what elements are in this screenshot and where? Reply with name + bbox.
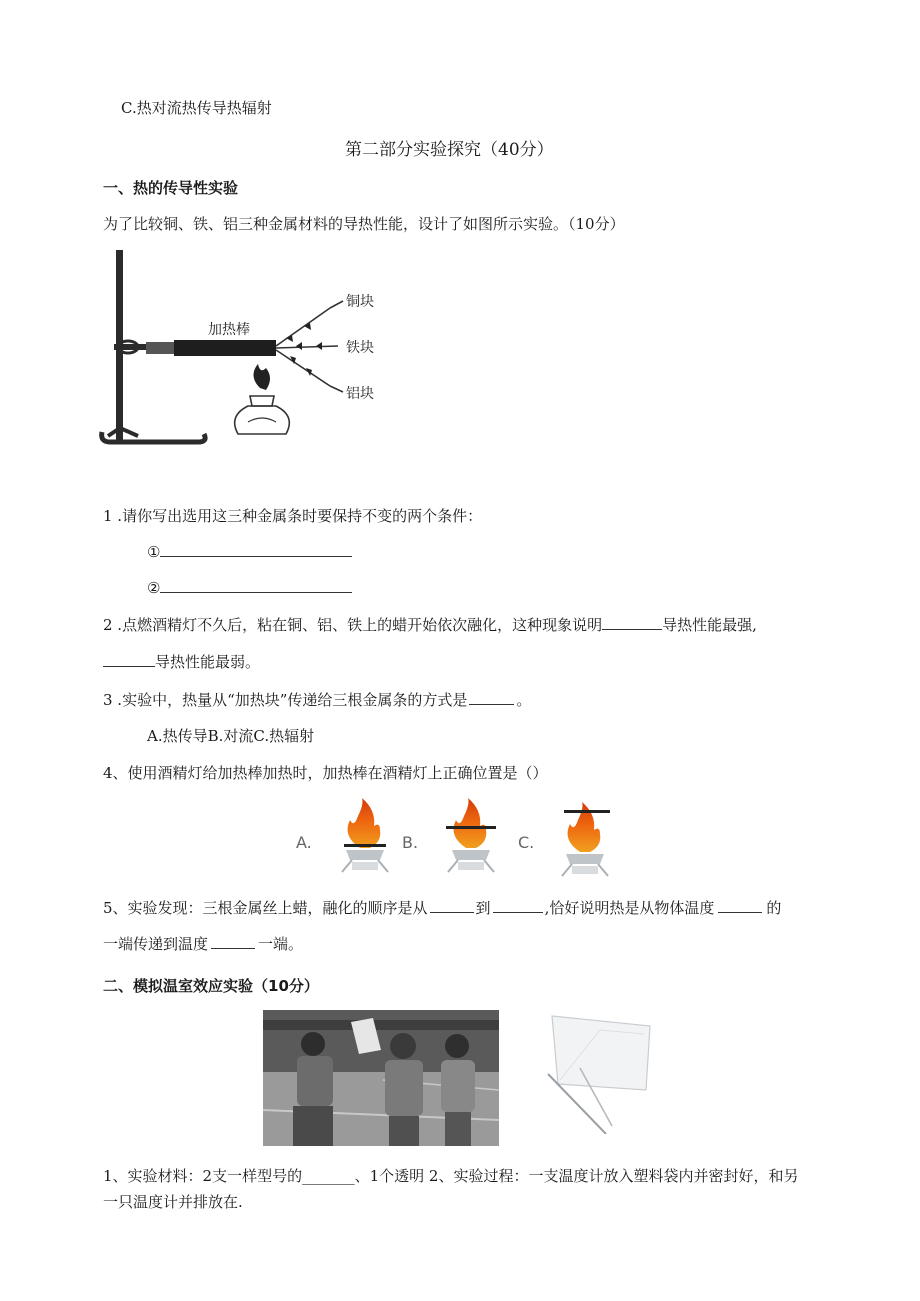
q5-line2 [103, 934, 303, 954]
option-b-label[interactable]: B. [402, 833, 419, 852]
q1-blank1-prefix: ① [147, 543, 161, 561]
q3-text [103, 690, 531, 710]
q1-blank2[interactable] [147, 578, 352, 598]
option-a-label[interactable]: A. [296, 833, 312, 852]
q5-line1 [103, 898, 781, 918]
q2-part1: 2 .点燃酒精灯不久后，粘在铜、铝、铁上的蜡开始依次融化，这种现象说明 [103, 616, 603, 634]
flame-options-figure [290, 796, 630, 886]
plastic-bag-thermometer-image [540, 1010, 660, 1134]
flame-icon [562, 802, 608, 876]
q5-part1: 5、实验发现：三根金属丝上蜡，融化的顺序是从 [103, 899, 428, 917]
q5-blank2[interactable] [493, 898, 543, 913]
q2-blank1[interactable] [602, 615, 662, 630]
q5-blank1[interactable] [430, 898, 474, 913]
q5-part2: 到 [475, 899, 491, 917]
q3-part1: 3 .实验中，热量从“加热块”传递给三根金属条的方式是 [103, 691, 468, 709]
section2-heading: 二、模拟温室效应实验（10分） [103, 977, 319, 995]
flame-icon [342, 798, 388, 872]
flame-icon [448, 798, 494, 872]
s2-q1-line2: 一只温度计并排放在. [103, 1193, 243, 1211]
option-c-label[interactable]: C. [518, 833, 535, 852]
answer-line [160, 578, 352, 593]
s2-q1-line1: 1、实验材料：2支一样型号的_______、1个透明 2、实验过程：一支温度计放入塑料袋内并密封好，和另 [103, 1167, 799, 1185]
q5-line2-part2: 一端。 [258, 935, 304, 953]
q2-line1 [103, 615, 757, 635]
q5-part3: ,恰好说明热是从物体温度 [544, 899, 715, 917]
section1-heading: 一、热的传导性实验 [103, 179, 239, 197]
q2-blank2[interactable] [103, 652, 155, 667]
q3-options: A.热传导B.对流C.热辐射 [147, 727, 315, 745]
q4-text: 4、使用酒精灯给加热棒加热时，加热棒在酒精灯上正确位置是（） [103, 764, 548, 782]
iron-label: 铁块 [346, 340, 374, 356]
q2-line2 [103, 652, 260, 672]
copper-label: 铜块 [346, 294, 374, 310]
rod-label: 加热棒 [208, 322, 250, 338]
q3-blank[interactable] [469, 690, 514, 705]
q5-line2-part1: 一端传递到温度 [103, 935, 209, 953]
students-photo [263, 1010, 499, 1146]
heating-apparatus-figure [98, 246, 398, 452]
q5-blank4[interactable] [211, 934, 255, 949]
q2-part3: 导热性能最弱。 [155, 653, 261, 671]
q1-text: 1 .请你写出选用这三种金属条时要保持不变的两个条件： [103, 507, 483, 525]
q3-part2: 。 [516, 691, 532, 709]
q1-blank2-prefix: ② [147, 579, 161, 597]
section1-intro: 为了比较铜、铁、铝三种金属材料的导热性能，设计了如图所示实验。（10分） [103, 215, 625, 233]
aluminum-label: 铝块 [346, 386, 374, 402]
part-title: 第二部分实验探究（40分） [345, 140, 554, 160]
answer-line [160, 542, 352, 557]
q5-part4: 的 [766, 899, 782, 917]
q2-part2: 导热性能最强, [662, 616, 757, 634]
q1-blank1[interactable] [147, 542, 352, 562]
q5-blank3[interactable] [718, 898, 762, 913]
previous-option-c: C.热对流热传导热辐射 [121, 99, 272, 117]
